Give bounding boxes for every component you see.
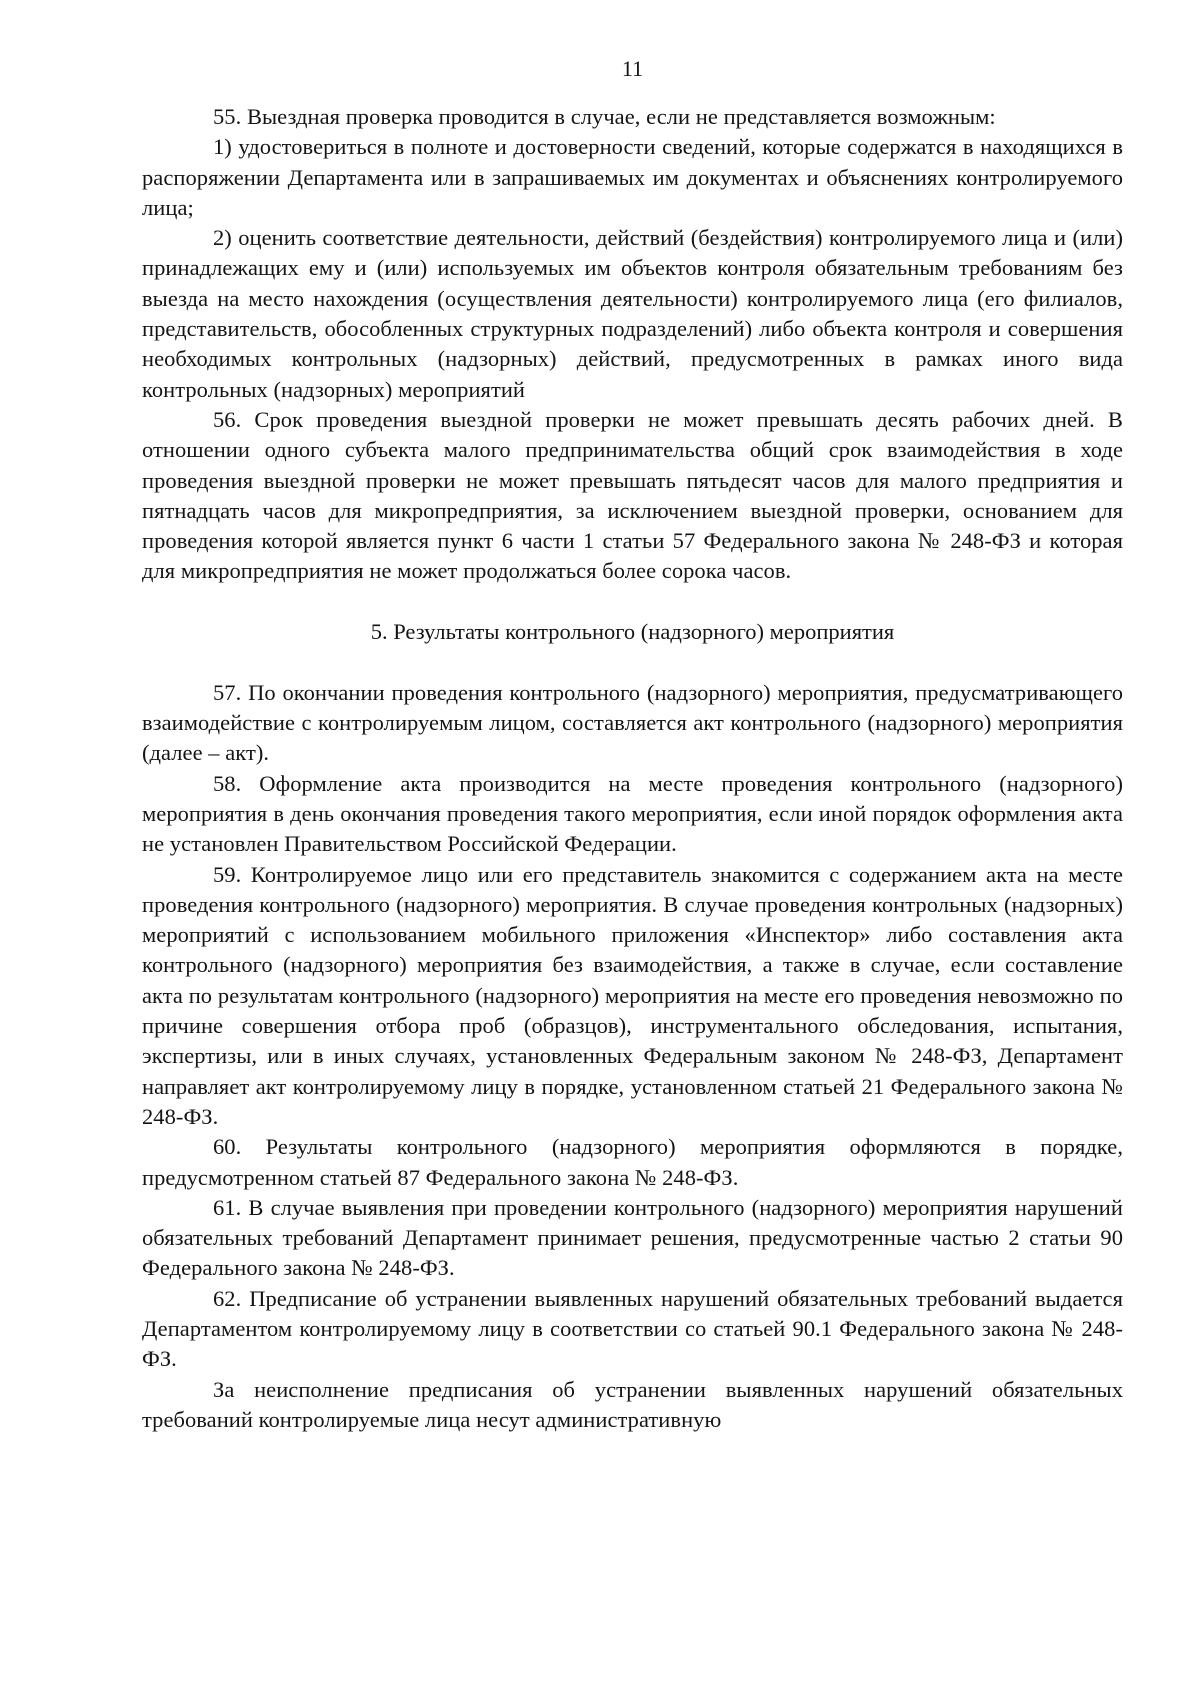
paragraph-62-continuation: За неисполнение предписания об устранении выявленных нарушений обязательных требований контролируемые лица несут административную (142, 1376, 1123, 1432)
paragraph-58: 58. Оформление акта производится на месте проведения контрольного (надзорного) мероприятия в день окончания проведения такого мероприятия, если иной порядок оформления акта не установлен Правительством Российской Федерации. (142, 770, 1123, 857)
paragraph-55-item-2: 2) оценить соответствие деятельности, действий (бездействия) контролируемого лица и (или) принадлежащих ему и (или) используемых им объектов контроля обязательным требованиям без выезда на место нахождения (осуществления деятельности) контролируемого лица (его филиалов, представительств, обособленных структурных подразделений) либо объекта контроля и совершения необходимых контрольных (надзорных) действий, предусмотренных в рамках иного вида контрольных (надзорных) мероприятий (142, 225, 1123, 402)
paragraph-56: 56. Срок проведения выездной проверки не может превышать десять рабочих дней. В отношении одного субъекта малого предпринимательства общий срок взаимодействия в ходе проведения выездной проверки не может превышать пятьдесят часов для малого предприятия и пятнадцать часов для микропредприятия, за исключением выездной проверки, основанием для проведения которой является пункт 6 части 1 статьи 57 Федерального закона № 248-ФЗ и которая для микропредприятия не может продолжаться более сорока часов. (142, 406, 1123, 584)
paragraph-62: 62. Предписание об устранении выявленных нарушений обязательных требований выдается Департаментом контролируемому лицу в соответствии со статьей 90.1 Федерального закона № 248-ФЗ. (142, 1285, 1123, 1372)
paragraph-60: 60. Результаты контрольного (надзорного) мероприятия оформляются в порядке, предусмотренном статьей 87 Федерального закона № 248-ФЗ. (142, 1134, 1123, 1190)
paragraph-61: 61. В случае выявления при проведении контрольного (надзорного) мероприятия нарушений обязательных требований Департамент принимает решения, предусмотренные частью 2 статьи 90 Федерального закона № 248-ФЗ. (142, 1194, 1123, 1281)
section-heading: 5. Результаты контрольного (надзорного) мероприятия (370, 618, 895, 644)
paragraph-55-item-1: 1) удостовериться в полноте и достоверности сведений, которые содержатся в находящихся в распоряжении Департамента или в запрашиваемых им документах и объяснениях контролируемого лица; (142, 134, 1123, 220)
page-number: 11 (621, 56, 644, 81)
paragraph-57: 57. По окончании проведения контрольного (надзорного) мероприятия, предусматривающего взаимодействие с контролируемым лицом, составляется акт контрольного (надзорного) мероприятия (далее – акт). (142, 679, 1123, 766)
paragraph-59: 59. Контролируемое лицо или его представитель знакомится с содержанием акта на месте проведения контрольного (надзорного) мероприятия. В случае проведения контрольных (надзорных) мероприятий с использованием мобильного приложения «Инспектор» либо составления акта контрольного (надзорного) мероприятия без взаимодействия, а также в случае, если составление акта по результатам контрольного (надзорного) мероприятия на месте его проведения невозможно по причине совершения отбора проб (образцов), инструментального обследования, испытания, экспертизы, или в иных случаях, установленных Федеральным законом № 248-ФЗ, Департамент направляет акт контролируемому лицу в порядке, установленном статьей 21 Федерального закона № 248-ФЗ. (142, 861, 1123, 1129)
paragraph-55: 55. Выездная проверка проводится в случае, если не представляется возможным: (213, 104, 996, 129)
